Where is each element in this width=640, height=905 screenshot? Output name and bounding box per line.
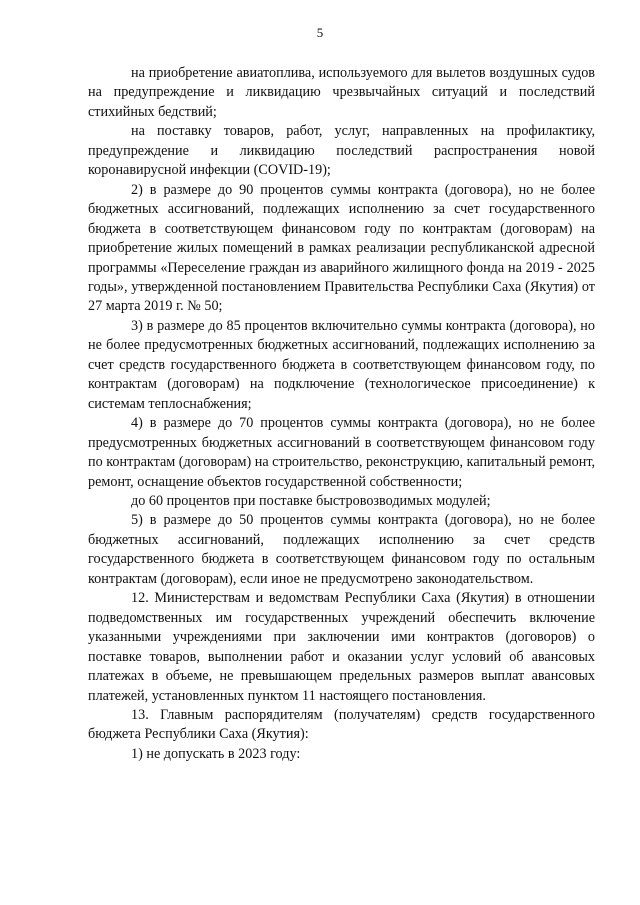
page-number: 5	[316, 25, 324, 40]
paragraph-section-12: 12. Министерствам и ведомствам Республики Саха (Якутия) в отношении подведомственных им государственных учреждений обеспечить включение указанными учреждениями при заключении ими контрактов (договоров) о поставке товаров, выполнении работ и оказании услуг условий об авансовых платежах в объеме, не превышающем предельных размеров выплат авансовых платежей, установленных пунктом 11 настоящего постановления.	[88, 590, 595, 704]
paragraph-section-13-item-1: 1) не допускать в 2023 году:	[131, 745, 301, 762]
paragraph-section-13: 13. Главным распорядителям (получателям) средств государственного бюджета Республики Саха (Якутия):	[88, 706, 595, 743]
paragraph-covid-supplies: на поставку товаров, работ, услуг, направленных на профилактику, предупреждение и ликвидацию последствий распространения новой коронавирусной инфекции (COVID-19);	[88, 123, 595, 179]
paragraph-aviation-fuel: на приобретение авиатоплива, используемого для вылетов воздушных судов на предупреждение и ликвидацию чрезвычайных ситуаций и последствий стихийных бедствий;	[88, 65, 595, 120]
paragraph-item-4-construction: 4) в размере до 70 процентов суммы контракта (договора), но не более предусмотренных бюджетных ассигнований в соответствующем финансовом году по контрактам (договорам) на строительство, реконструкцию, капитальный ремонт, ремонт, оснащение объектов государственной собственности;	[88, 415, 595, 490]
document-body	[88, 64, 595, 764]
paragraph-item-2-housing: 2) в размере до 90 процентов суммы контракта (договора), но не более бюджетных ассигнований, подлежащих исполнению за счет государственного бюджета в соответствующем финансовом году по контрактам (договорам) на приобретение жилых помещений в рамках реализации республиканской адресной программы «Переселение граждан из аварийного жилищного фонда на 2019 - 2025 годы», утвержденной постановлением Правительства Республики Саха (Якутия) от 27 марта 2019 г. № 50;	[88, 181, 595, 315]
paragraph-item-5-other-contracts: 5) в размере до 50 процентов суммы контракта (договора), но не более бюджетных ассигнований, подлежащих исполнению за счет средств государственного бюджета в соответствующем финансовом году по остальным контрактам (договорам), если иное не предусмотрено законодательством.	[88, 512, 595, 587]
paragraph-modular-buildings: до 60 процентов при поставке быстровозводимых модулей;	[131, 492, 491, 509]
paragraph-item-3-heat-supply: 3) в размере до 85 процентов включительно суммы контракта (договора), но не более предусмотренных бюджетных ассигнований, подлежащих исполнению за счет средств государственного бюджета в соответствующем финансовом году, по контрактам (договорам) на подключение (технологическое присоединение) к системам теплоснабжения;	[88, 317, 595, 412]
